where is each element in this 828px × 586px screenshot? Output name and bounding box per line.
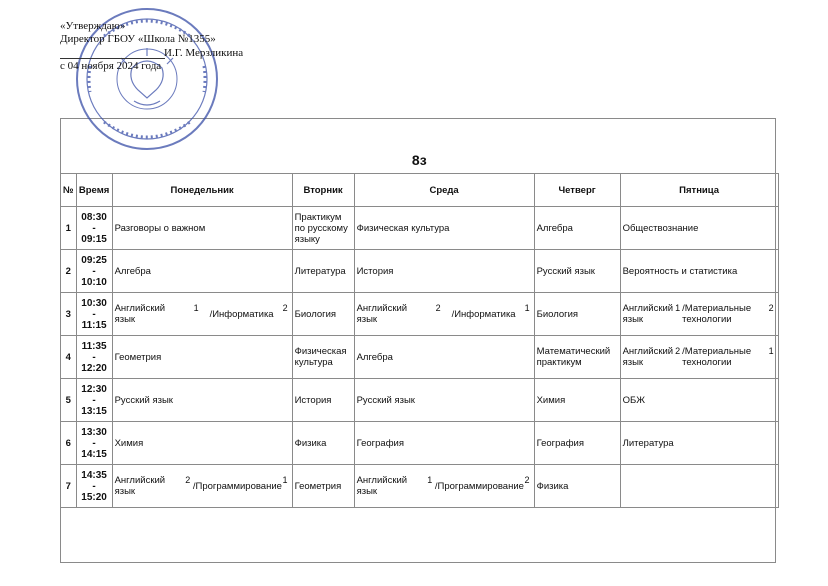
cell-tuesday: Биология	[292, 293, 354, 336]
lesson-time: 14:35 - 15:20	[76, 465, 112, 508]
cell-tuesday: Практикум по русскому языку	[292, 207, 354, 250]
group-number: 2	[435, 303, 441, 313]
table-row	[61, 465, 779, 508]
subject-group-b: /Программирование	[434, 480, 524, 492]
group-number: 1	[675, 303, 681, 313]
lesson-num: 6	[61, 422, 77, 465]
table-row	[61, 379, 779, 422]
cell-wednesday: История	[354, 250, 534, 293]
group-number: 2	[524, 475, 530, 485]
header-monday: Понедельник	[112, 174, 292, 207]
subject-group-a: Английский язык	[114, 303, 166, 325]
table-row	[61, 207, 779, 250]
lesson-num: 5	[61, 379, 77, 422]
cell-tuesday: Физическая культура	[292, 336, 354, 379]
lesson-time: 08:30 - 09:15	[76, 207, 112, 250]
subject-group-a: Английский язык	[356, 475, 408, 497]
cell-tuesday: История	[292, 379, 354, 422]
cell-friday: Обществознание	[620, 207, 778, 250]
table-row	[61, 293, 779, 336]
table-row	[61, 250, 779, 293]
lesson-time: 09:25 - 10:10	[76, 250, 112, 293]
lesson-time: 10:30 - 11:15	[76, 293, 112, 336]
table-row	[61, 422, 779, 465]
header-tuesday: Вторник	[292, 174, 354, 207]
cell-friday	[620, 336, 778, 379]
subject-group-b: /Информатика	[451, 308, 516, 320]
cell-thursday: География	[534, 422, 620, 465]
subject-group-a: Английский язык	[622, 346, 674, 368]
cell-wednesday: Физическая культура	[354, 207, 534, 250]
approval-date: с 04 ноября 2024 года	[60, 60, 162, 72]
cell-thursday: Математический практикум	[534, 336, 620, 379]
subject-group-b: /Программирование	[192, 480, 282, 492]
cell-wednesday	[354, 293, 534, 336]
group-number: 2	[675, 346, 681, 356]
cell-wednesday: Алгебра	[354, 336, 534, 379]
header-row	[61, 174, 779, 207]
lesson-time: 13:30 - 14:15	[76, 422, 112, 465]
cell-thursday: Физика	[534, 465, 620, 508]
cell-monday	[112, 465, 292, 508]
lesson-num: 7	[61, 465, 77, 508]
group-number: 1	[427, 475, 433, 485]
approval-heading: «Утверждаю»	[60, 20, 126, 32]
header-time: Время	[76, 174, 112, 207]
approval-name: И.Г. Мерзликина	[164, 47, 244, 59]
table-row	[61, 336, 779, 379]
lesson-time: 11:35 - 12:20	[76, 336, 112, 379]
cell-monday: Геометрия	[112, 336, 292, 379]
header-friday: Пятница	[620, 174, 778, 207]
subject-group-a: Английский язык	[356, 303, 408, 325]
cell-friday: Литература	[620, 422, 778, 465]
header-thursday: Четверг	[534, 174, 620, 207]
cell-monday: Химия	[112, 422, 292, 465]
subject-group-b: /Материальные технологии	[682, 346, 752, 368]
group-number: 1	[193, 303, 199, 313]
cell-friday	[620, 293, 778, 336]
lesson-num: 4	[61, 336, 77, 379]
signature-line	[60, 58, 165, 59]
cell-wednesday: География	[354, 422, 534, 465]
cell-monday	[112, 293, 292, 336]
cell-friday: ОБЖ	[620, 379, 778, 422]
subject-group-a: Английский язык	[114, 475, 166, 497]
schedule-table	[60, 147, 779, 508]
cell-friday	[620, 465, 778, 508]
cell-monday: Разговоры о важном	[112, 207, 292, 250]
cell-thursday: Русский язык	[534, 250, 620, 293]
subject-group-a: Английский язык	[622, 303, 674, 325]
group-number: 1	[768, 346, 774, 356]
cell-friday: Вероятность и статистика	[620, 250, 778, 293]
group-number: 2	[282, 303, 288, 313]
header-num: №	[61, 174, 77, 207]
cell-thursday: Химия	[534, 379, 620, 422]
approval-director: Директор ГБОУ «Школа №1355»	[60, 33, 216, 45]
cell-thursday: Биология	[534, 293, 620, 336]
group-number: 2	[185, 475, 191, 485]
cell-tuesday: Геометрия	[292, 465, 354, 508]
lesson-num: 3	[61, 293, 77, 336]
lesson-num: 1	[61, 207, 77, 250]
group-number: 1	[282, 475, 288, 485]
cell-monday: Алгебра	[112, 250, 292, 293]
cell-wednesday	[354, 465, 534, 508]
cell-wednesday: Русский язык	[354, 379, 534, 422]
lesson-time: 12:30 - 13:15	[76, 379, 112, 422]
group-number: 2	[768, 303, 774, 313]
class-title: 8з	[61, 147, 779, 174]
cell-monday: Русский язык	[112, 379, 292, 422]
cell-tuesday: Литература	[292, 250, 354, 293]
subject-group-b: /Информатика	[209, 308, 274, 320]
cell-thursday: Алгебра	[534, 207, 620, 250]
header-wednesday: Среда	[354, 174, 534, 207]
lesson-num: 2	[61, 250, 77, 293]
subject-group-b: /Материальные технологии	[682, 303, 752, 325]
group-number: 1	[524, 303, 530, 313]
cell-tuesday: Физика	[292, 422, 354, 465]
